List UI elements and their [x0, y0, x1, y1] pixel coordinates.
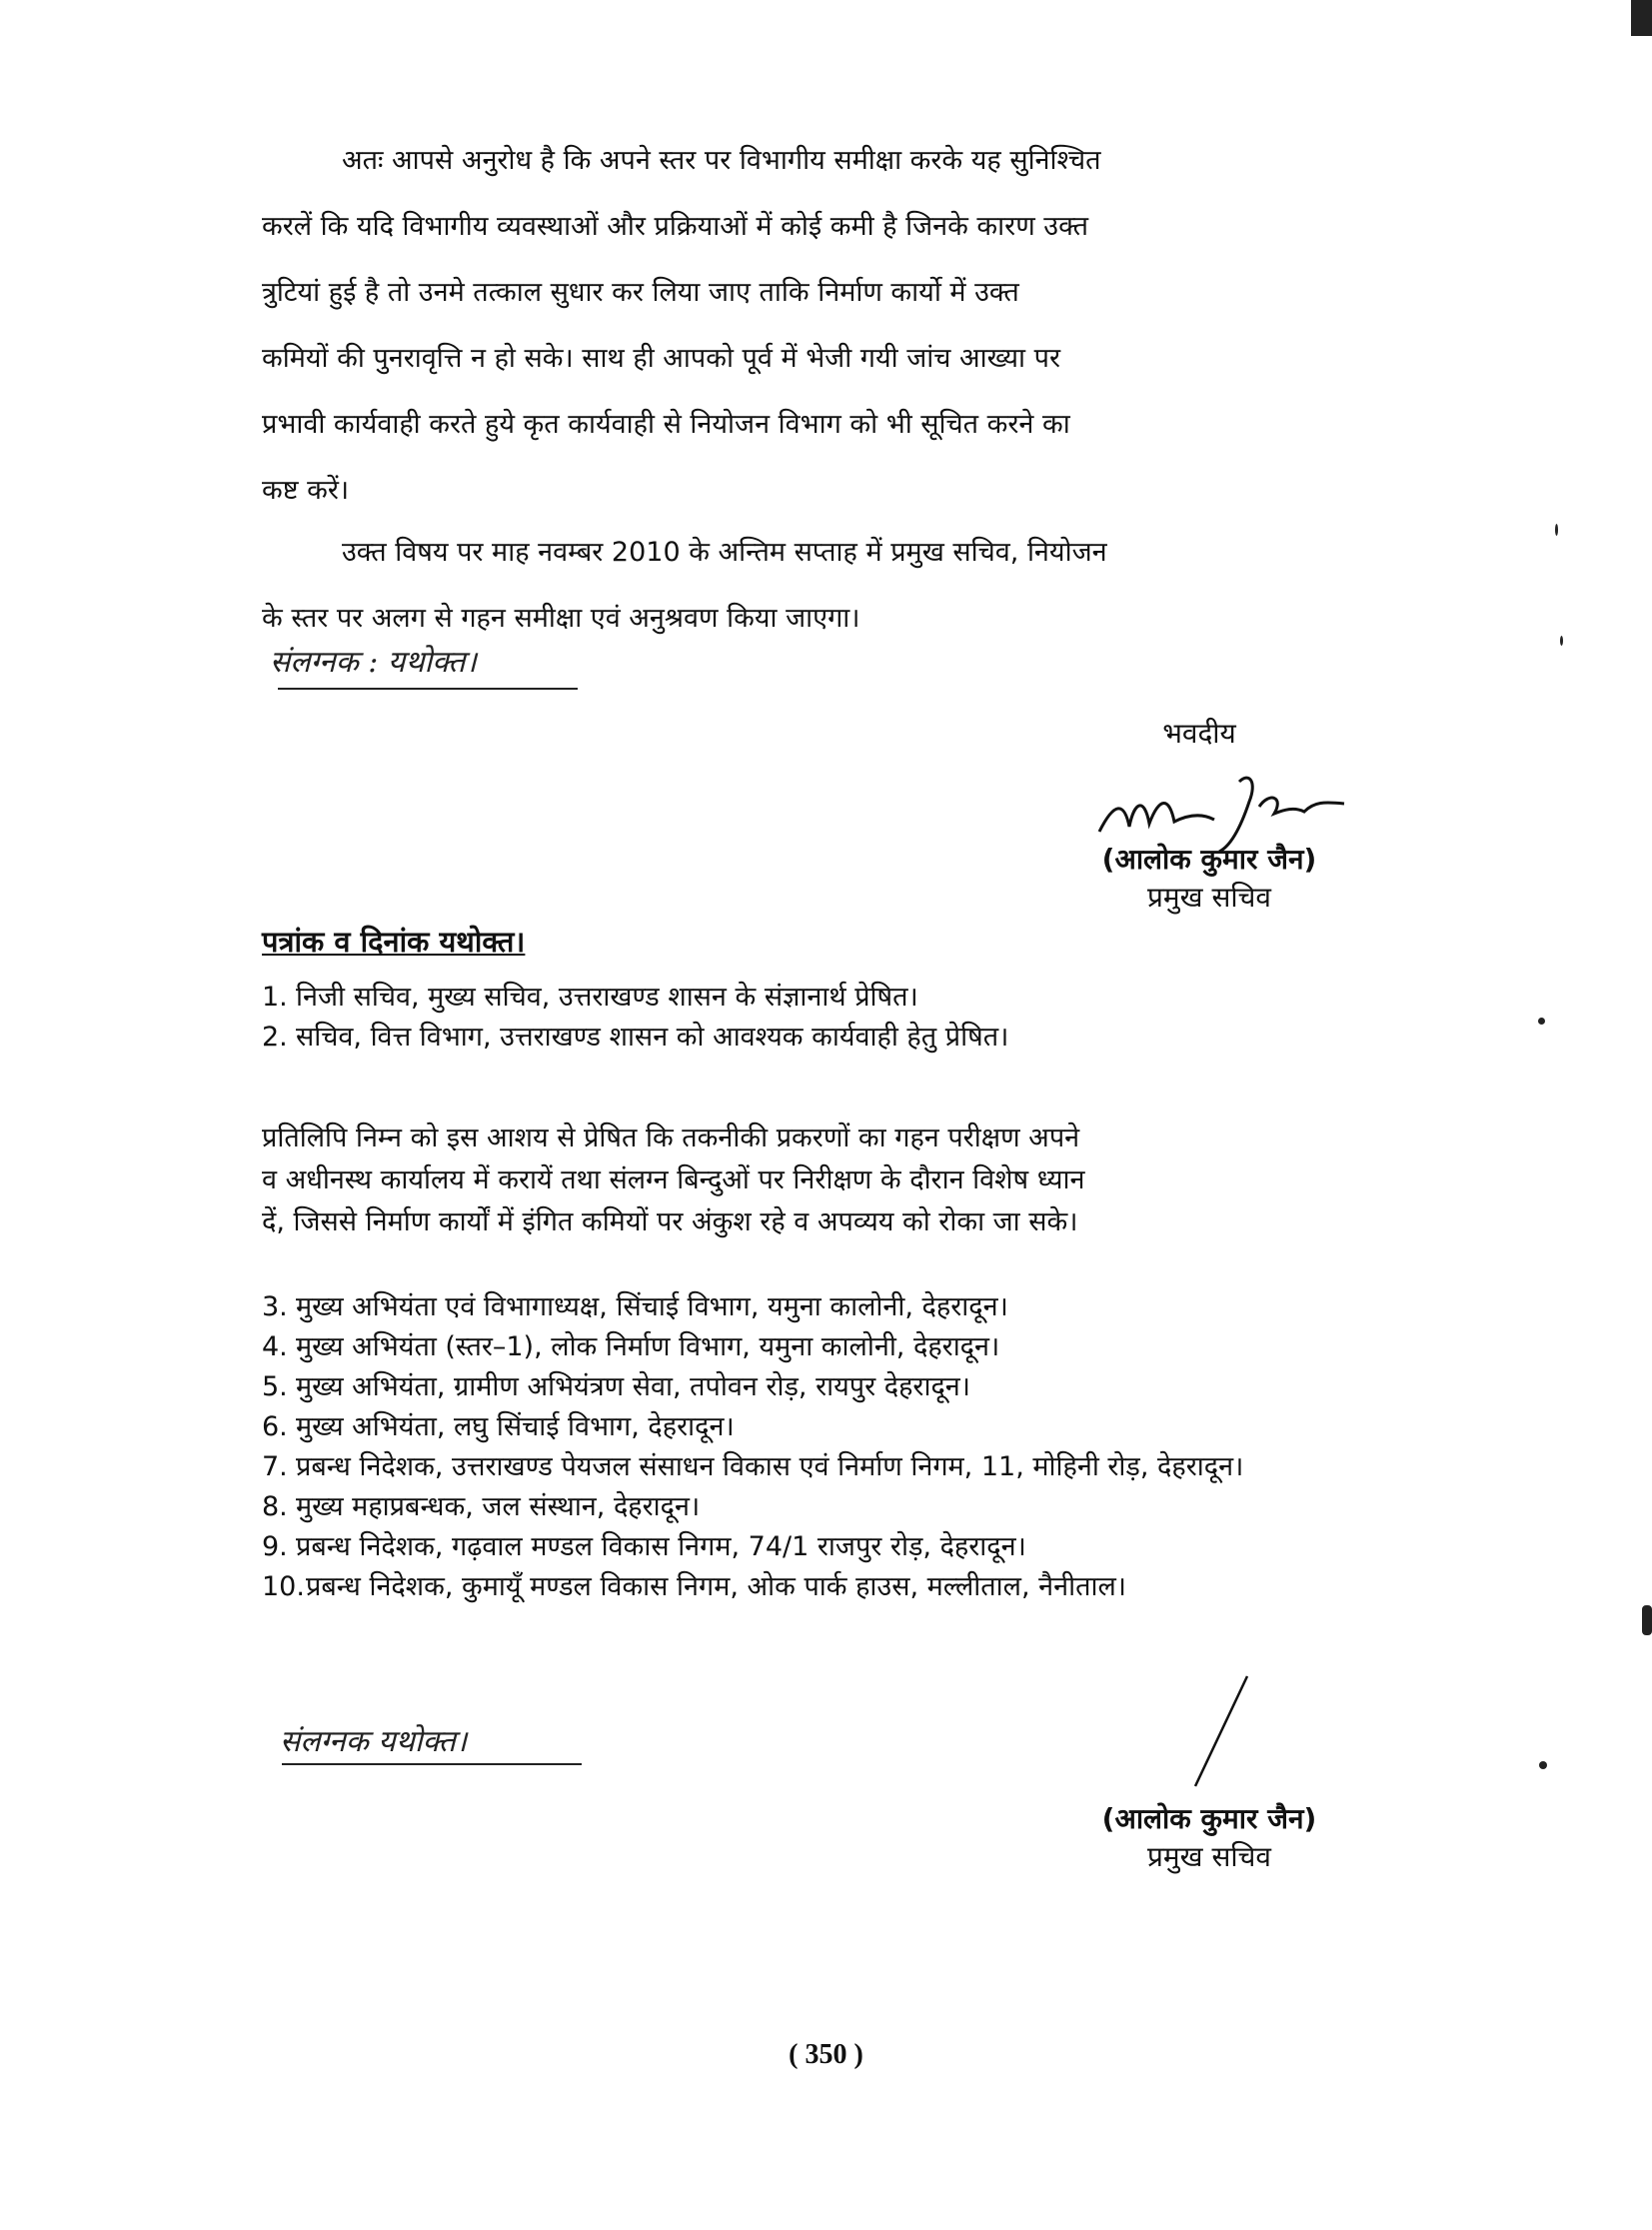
paragraph-line: उक्त विषय पर माह नवम्बर 2010 के अन्तिम सप्ताह में प्रमुख सचिव, नियोजन	[342, 537, 1107, 568]
scan-mark	[1631, 0, 1652, 36]
list-item: 1. निजी सचिव, मुख्य सचिव, उत्तराखण्ड शासन के संज्ञानार्थ प्रेषित।	[262, 982, 918, 1013]
copy-list-a	[262, 978, 1341, 1058]
enclosure-underline-1	[278, 688, 578, 690]
copy-heading: पत्रांक व दिनांक यथोक्त।	[262, 925, 526, 959]
scan-mark	[1555, 524, 1558, 536]
paragraph-line: प्रभावी कार्यवाही करते हुये कृत कार्यवाही से नियोजन विभाग को भी सूचित करने का	[262, 409, 1070, 440]
copy-list-b	[262, 1287, 1341, 1607]
signatory-1	[1059, 840, 1359, 916]
paragraph-line: अतः आपसे अनुरोध है कि अपने स्तर पर विभागीय समीक्षा करके यह सुनिश्चित	[342, 145, 1101, 176]
paragraph-line: कमियों की पुनरावृत्ति न हो सके। साथ ही आपको पूर्व में भेजी गयी जांच आख्या पर	[262, 343, 1060, 374]
scan-mark	[1539, 1761, 1547, 1769]
list-item: 9. प्रबन्ध निदेशक, गढ़वाल मण्डल विकास निगम, 74/1 राजपुर रोड़, देहरादून।	[262, 1531, 1026, 1562]
signatory-2	[1059, 1799, 1359, 1875]
enclosure-handwritten-2: संलग्नक यथोक्त।	[280, 1724, 468, 1759]
signatory-name: (आलोक कुमार जैन)	[1101, 1802, 1317, 1835]
scan-mark	[1642, 1605, 1652, 1635]
list-item: 4. मुख्य अभियंता (स्तर–1), लोक निर्माण विभाग, यमुना कालोनी, देहरादून।	[262, 1331, 1000, 1362]
list-item: 2. सचिव, वित्त विभाग, उत्तराखण्ड शासन को आवश्यक कार्यवाही हेतु प्रेषित।	[262, 1022, 1009, 1053]
list-item: 8. मुख्य महाप्रबन्धक, जल संस्थान, देहरादून।	[262, 1491, 701, 1522]
list-item: 5. मुख्य अभियंता, ग्रामीण अभियंत्रण सेवा, तपोवन रोड़, रायपुर देहरादून।	[262, 1371, 971, 1402]
paragraph-line: कष्ट करें।	[262, 475, 350, 506]
paragraph-line: प्रतिलिपि निम्न को इस आशय से प्रेषित कि तकनीकी प्रकरणों का गहन परीक्षण अपने	[262, 1122, 1080, 1153]
paragraph-request	[262, 128, 1339, 524]
paragraph-review-notice	[262, 520, 1339, 652]
scan-mark	[1538, 1018, 1545, 1025]
signatory-designation: प्रमुख सचिव	[1146, 1840, 1271, 1873]
signatory-designation: प्रमुख सचिव	[1146, 881, 1271, 914]
list-item: 10. प्रबन्ध निदेशक, कुमायूँ मण्डल विकास निगम, ओक पार्क हाउस, मल्लीताल, नैनीताल।	[262, 1571, 1126, 1602]
list-item: 7. प्रबन्ध निदेशक, उत्तराखण्ड पेयजल संसाधन विकास एवं निर्माण निगम, 11, मोहिनी रोड़, देहरादून।	[262, 1451, 1244, 1482]
paragraph-line: करलें कि यदि विभागीय व्यवस्थाओं और प्रक्रियाओं में कोई कमी है जिनके कारण उक्त	[262, 211, 1088, 242]
list-item: 3. मुख्य अभियंता एवं विभागाध्यक्ष, सिंचाई विभाग, यमुना कालोनी, देहरादून।	[262, 1291, 1008, 1322]
scan-mark	[1560, 636, 1563, 646]
paragraph-line: दें, जिससे निर्माण कार्यों में इंगित कमियों पर अंकुश रहे व अपव्यय को रोका जा सके।	[262, 1206, 1078, 1237]
enclosure-underline-2	[282, 1763, 582, 1765]
list-item: 6. मुख्य अभियंता, लघु सिंचाई विभाग, देहरादून।	[262, 1411, 735, 1442]
page-number: ( 350 )	[789, 2039, 863, 2070]
paragraph-copy-instructions	[262, 1117, 1339, 1243]
closing-text: भवदीय	[1162, 717, 1236, 750]
paragraph-line: व अधीनस्थ कार्यालय में करायें तथा संलग्न बिन्दुओं पर निरीक्षण के दौरान विशेष ध्यान	[262, 1164, 1085, 1195]
signatory-name: (आलोक कुमार जैन)	[1101, 843, 1317, 876]
paragraph-line: के स्तर पर अलग से गहन समीक्षा एवं अनुश्रवण किया जाएगा।	[262, 603, 860, 634]
paragraph-line: त्रुटियां हुई है तो उनमे तत्काल सुधार कर लिया जाए ताकि निर्माण कार्यो में उक्त	[262, 277, 1019, 308]
enclosure-handwritten-1: संलग्नक : यथोक्त।	[270, 645, 477, 680]
signature-stroke	[1187, 1671, 1257, 1791]
